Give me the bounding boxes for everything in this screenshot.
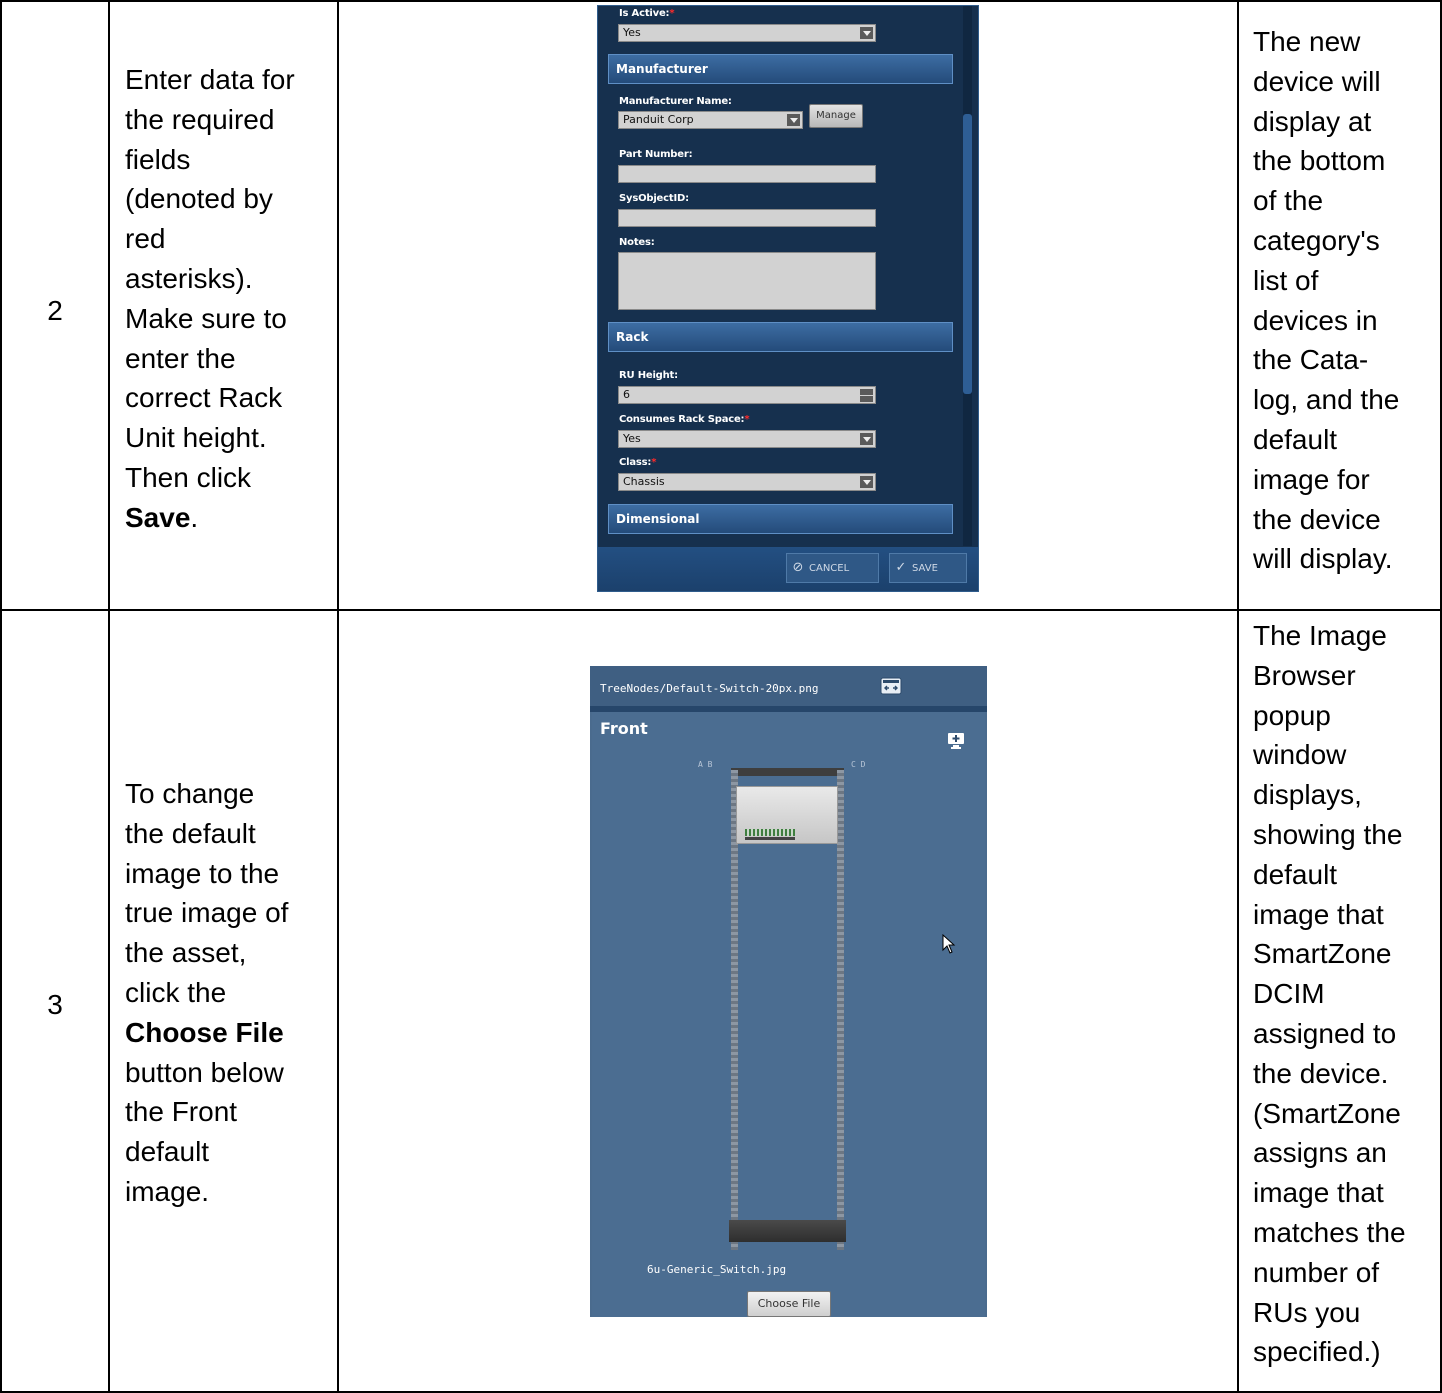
result-line: default xyxy=(1253,423,1338,455)
result-line: RUs you xyxy=(1253,1296,1361,1328)
instruction-line: To change xyxy=(125,778,255,809)
instruction-line: the Front xyxy=(125,1096,238,1128)
result-line: the Cata- xyxy=(1253,344,1369,376)
instruction-line: correct Rack xyxy=(125,382,283,414)
consumes-rack-space-select[interactable]: Yes xyxy=(618,430,876,448)
sysobjectid-label: SysObjectID: xyxy=(619,193,689,204)
result-line: image for xyxy=(1253,463,1370,495)
required-asterisk: * xyxy=(744,414,750,425)
result-line: log, and the xyxy=(1253,384,1400,416)
front-label: Front xyxy=(600,719,648,738)
instruction-line: fields xyxy=(125,143,191,175)
instruction-line: Then click xyxy=(125,461,252,493)
stepper-up-icon[interactable] xyxy=(860,389,873,395)
result-line: specified.) xyxy=(1253,1336,1381,1368)
instruction-line: enter the xyxy=(125,342,236,374)
notes-label: Notes: xyxy=(619,237,655,248)
ru-height-label: RU Height: xyxy=(619,370,678,381)
instruction-line xyxy=(125,1013,330,1053)
mouse-pointer-icon xyxy=(942,934,956,954)
result-line: category's xyxy=(1253,224,1380,256)
result-line: SmartZone xyxy=(1253,938,1392,970)
required-asterisk: * xyxy=(651,457,657,468)
result-line: list of xyxy=(1253,264,1319,296)
instruction-line: asterisks). xyxy=(125,262,253,294)
result-line: displays, xyxy=(1253,779,1362,811)
class-label: Class:* xyxy=(619,457,657,468)
result-line: device will xyxy=(1253,65,1381,97)
instruction-line: click the xyxy=(125,976,227,1008)
rack-section-header[interactable]: Rack xyxy=(608,322,953,352)
instruction-text xyxy=(125,774,330,1212)
instruction-line xyxy=(125,498,330,538)
part-number-label: Part Number: xyxy=(619,149,693,160)
manufacturer-section-header[interactable]: Manufacturer xyxy=(608,54,953,84)
manage-button[interactable]: Manage xyxy=(809,104,863,128)
column-divider-2 xyxy=(337,0,339,1393)
dimensional-section-header[interactable]: Dimensional xyxy=(608,504,953,534)
result-line: The new xyxy=(1253,26,1361,57)
manufacturer-name-select[interactable]: Panduit Corp xyxy=(618,111,803,129)
instruction-line: Make sure to xyxy=(125,302,287,334)
consumes-rack-space-label: Consumes Rack Space:* xyxy=(619,414,750,425)
rail-letters-right: C D xyxy=(851,760,866,769)
image-browser-screenshot xyxy=(590,666,987,1317)
result-line: window xyxy=(1253,739,1347,771)
generic-switch-image xyxy=(736,786,838,844)
class-select[interactable]: Chassis xyxy=(618,473,876,491)
rack-base xyxy=(729,1220,846,1242)
dropdown-arrow-icon[interactable] xyxy=(860,27,873,39)
is-active-select[interactable]: Yes xyxy=(618,24,876,42)
result-line: assigns an xyxy=(1253,1137,1387,1169)
dropdown-arrow-icon[interactable] xyxy=(860,433,873,445)
dropdown-arrow-icon[interactable] xyxy=(860,476,873,488)
instruction-line: button below xyxy=(125,1056,284,1088)
sysobjectid-input[interactable] xyxy=(618,209,876,227)
result-text xyxy=(1253,22,1438,579)
result-text xyxy=(1253,616,1438,1372)
instruction-line: red xyxy=(125,223,166,255)
cancel-icon: ⊘ xyxy=(792,560,804,575)
instruction-line: the asset, xyxy=(125,937,247,969)
cancel-button[interactable]: ⊘ CANCEL xyxy=(786,553,879,583)
rack-rail-right xyxy=(837,770,844,1250)
switch-ports xyxy=(745,829,795,836)
rail-letters-left: A B xyxy=(698,760,713,769)
result-line: DCIM xyxy=(1253,978,1325,1010)
result-line: display at xyxy=(1253,105,1372,137)
check-icon: ✓ xyxy=(895,560,907,575)
result-line: popup xyxy=(1253,699,1331,731)
instruction-line: default xyxy=(125,1136,210,1168)
result-line: matches the xyxy=(1253,1216,1406,1248)
result-line: image that xyxy=(1253,898,1384,930)
ru-height-stepper[interactable]: 6 xyxy=(618,386,876,404)
instruction-line: Enter data for xyxy=(125,64,295,95)
save-button[interactable]: ✓ SAVE xyxy=(889,553,967,583)
stepper-down-icon[interactable] xyxy=(860,396,873,402)
result-line: devices in xyxy=(1253,304,1378,336)
bold-choose-file-text: Choose File xyxy=(125,1016,284,1048)
instruction-line: the default xyxy=(125,817,256,849)
result-line: the device xyxy=(1253,503,1381,535)
instruction-line: Unit height. xyxy=(125,422,267,454)
instruction-line: true image of xyxy=(125,897,289,929)
choose-file-button[interactable]: Choose File xyxy=(747,1291,831,1317)
instruction-line: (denoted by xyxy=(125,183,273,215)
is-active-label: Is Active:* xyxy=(619,8,675,19)
step-number: 3 xyxy=(47,989,63,1020)
notes-textarea[interactable] xyxy=(618,252,876,310)
image-file-name: 6u-Generic_Switch.jpg xyxy=(647,1263,787,1276)
add-image-icon[interactable] xyxy=(946,732,966,750)
device-form-screenshot xyxy=(597,5,979,592)
part-number-input[interactable] xyxy=(618,165,876,183)
switch-port-row xyxy=(745,837,795,840)
result-line: showing the xyxy=(1253,818,1403,850)
instruction-line: the required xyxy=(125,103,275,135)
result-line: the device. xyxy=(1253,1057,1389,1089)
image-path: TreeNodes/Default-Switch-20px.png xyxy=(600,682,819,695)
result-line: default xyxy=(1253,858,1338,890)
result-line: The Image xyxy=(1253,620,1387,651)
required-asterisk: * xyxy=(669,8,675,19)
column-divider-1 xyxy=(108,0,110,1393)
manufacturer-name-label: Manufacturer Name: xyxy=(619,96,732,107)
result-line: will display. xyxy=(1253,543,1393,575)
result-line: image that xyxy=(1253,1177,1384,1209)
result-line: assigned to xyxy=(1253,1017,1397,1049)
column-divider-3 xyxy=(1237,0,1239,1393)
result-line: the bottom xyxy=(1253,145,1386,177)
instruction-text xyxy=(125,60,330,538)
bold-save-text: Save xyxy=(125,501,191,533)
rack-top xyxy=(731,768,844,776)
instruction-line: image. xyxy=(125,1175,210,1207)
instruction-line: image to the xyxy=(125,857,280,889)
instruction-period: . xyxy=(190,501,199,533)
dropdown-arrow-icon[interactable] xyxy=(787,114,800,126)
table-border-top xyxy=(0,0,1442,2)
result-line: of the xyxy=(1253,185,1324,217)
result-line: (SmartZone xyxy=(1253,1097,1401,1129)
result-line: number of xyxy=(1253,1256,1380,1288)
table-border-left xyxy=(0,0,2,1393)
step-number: 2 xyxy=(47,295,63,326)
result-line: Browser xyxy=(1253,659,1356,691)
scrollbar-thumb[interactable] xyxy=(963,114,972,394)
switch-icon[interactable] xyxy=(880,676,902,696)
row-divider xyxy=(0,609,1442,611)
